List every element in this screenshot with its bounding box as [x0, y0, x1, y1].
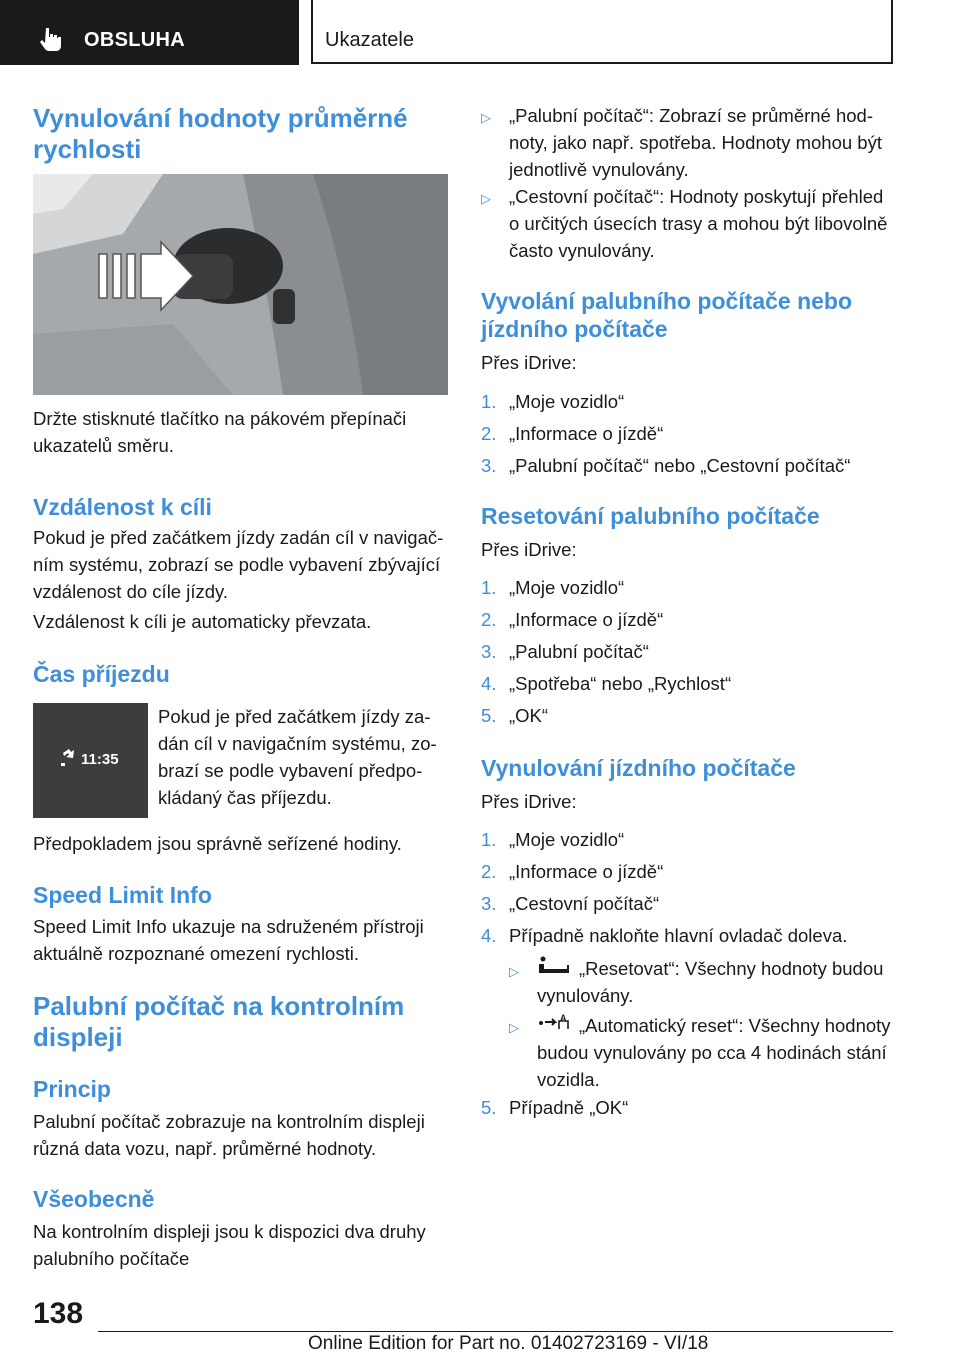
- bullet-onboard-computer: „Palubní počítač“: Zobrazí se průměrné hodnoty, jako např. spotřeba. Hodnoty mohou být jednotlivě vynulovány.: [509, 105, 882, 180]
- bullet-triangle-icon: ▷: [509, 964, 519, 979]
- heading-avg-speed-reset: Vynulování hodnoty průměrné rychlosti: [33, 103, 408, 164]
- step-number: 4.: [481, 925, 497, 946]
- step-text: „Spotřeba“ nebo „Rychlost“: [509, 673, 732, 694]
- sub-bullet-reset: „Resetovat“: Všechny hodnoty budou vynulovány.: [537, 958, 884, 1006]
- step-text: „Palubní počítač“: [509, 641, 649, 662]
- edition-note: Online Edition for Part no. 01402723169 - VI/18: [308, 1333, 709, 1354]
- speed-limit-text: Speed Limit Info ukazuje na sdruženém přístroji aktuálně rozpoznané omezení rychlosti.: [33, 916, 424, 964]
- step-number: 2.: [481, 861, 497, 882]
- page-number: 138: [33, 1297, 84, 1330]
- step-number: 2.: [481, 609, 497, 630]
- step-text: „OK“: [509, 705, 549, 726]
- distance-note: Vzdálenost k cíli je automaticky převzata.: [33, 611, 372, 632]
- step-text: „Moje vozidlo“: [509, 829, 625, 850]
- call-intro: Přes iDrive:: [481, 352, 577, 373]
- step-text: „Palubní počítač“ nebo „Cestovní počítač“: [509, 455, 851, 476]
- footer-divider: [98, 1331, 893, 1332]
- step-number: 5.: [481, 705, 497, 726]
- chapter-title: Ukazatele: [325, 29, 414, 51]
- heading-general: Všeobecně: [33, 1186, 155, 1212]
- step-text: „Informace o jízdě“: [509, 861, 664, 882]
- principle-text: Palubní počítač zobrazuje na kontrolním displeji různá data vozu, např. průměrné hodnoty.: [33, 1111, 425, 1159]
- arrival-time-display-image: [33, 703, 148, 818]
- step-number: 2.: [481, 423, 497, 444]
- step-text: „Moje vozidlo“: [509, 391, 625, 412]
- turn-signal-lever-photo: [33, 174, 448, 395]
- section-label: OBSLUHA: [84, 29, 185, 51]
- arrival-text: Pokud je před začátkem jízdy zadán cíl v navigačním systému, zobrazí se podle vybavení předpokládaný čas příjezdu.: [158, 706, 437, 808]
- step-number: 1.: [481, 829, 497, 850]
- step-text: „Moje vozidlo“: [509, 577, 625, 598]
- distance-text: Pokud je před začátkem jízdy zadán cíl v navigačním systému, zobrazí se podle vybavení zbývající vzdálenost do cíle jízdy.: [33, 527, 444, 602]
- bullet-triangle-icon: ▷: [509, 1020, 519, 1035]
- step-number: 3.: [481, 455, 497, 476]
- step-number: 5.: [481, 1097, 497, 1118]
- hand-pointer-icon: [38, 26, 64, 52]
- general-text: Na kontrolním displeji jsou k dispozici dva druhy palubního počítače: [33, 1221, 426, 1269]
- arrival-clock-time: 11:35: [81, 751, 119, 768]
- step-number: 1.: [481, 577, 497, 598]
- heading-principle: Princip: [33, 1076, 111, 1102]
- bullet-triangle-icon: ▷: [481, 110, 491, 125]
- arrival-note: Předpokladem jsou správně seřízené hodiny.: [33, 833, 402, 854]
- heading-call-computer: Vyvolání palubního počítače nebo jízdního počítače: [481, 288, 853, 342]
- reset-intro: Přes iDrive:: [481, 539, 577, 560]
- bullet-trip-computer: „Cestovní počítač“: Hodnoty poskytují přehled o určitých úsecích trasy a mohou být libovolně často vynulovány.: [509, 186, 888, 261]
- heading-reset-computer: Resetování palubního počítače: [481, 503, 820, 529]
- step-text: „Informace o jízdě“: [509, 423, 664, 444]
- step-text: Případně „OK“: [509, 1097, 629, 1118]
- step-text: „Informace o jízdě“: [509, 609, 664, 630]
- heading-onboard-computer: Palubní počítač na kontrolním displeji: [33, 991, 405, 1052]
- heading-distance: Vzdálenost k cíli: [33, 494, 212, 520]
- step-text: Případně nakloňte hlavní ovladač doleva.: [509, 925, 848, 946]
- heading-arrival: Čas příjezdu: [33, 661, 170, 687]
- step-number: 3.: [481, 641, 497, 662]
- step-number: 4.: [481, 673, 497, 694]
- heading-trip-reset: Vynulování jízdního počítače: [481, 755, 796, 781]
- step-text: „Cestovní počítač“: [509, 893, 660, 914]
- step-number: 3.: [481, 893, 497, 914]
- step-number: 1.: [481, 391, 497, 412]
- sub-bullet-auto-reset: „Automatický reset“: Všechny hodnoty budou vynulovány po cca 4 hodinách stání vozidla.: [537, 1015, 891, 1090]
- bullet-triangle-icon: ▷: [481, 191, 491, 206]
- svg-text:A: A: [560, 1013, 567, 1023]
- trip-intro: Přes iDrive:: [481, 791, 577, 812]
- heading-speed-limit: Speed Limit Info: [33, 882, 212, 908]
- photo-caption: Držte stisknuté tlačítko na pákovém přepínači ukazatelů směru.: [33, 408, 407, 456]
